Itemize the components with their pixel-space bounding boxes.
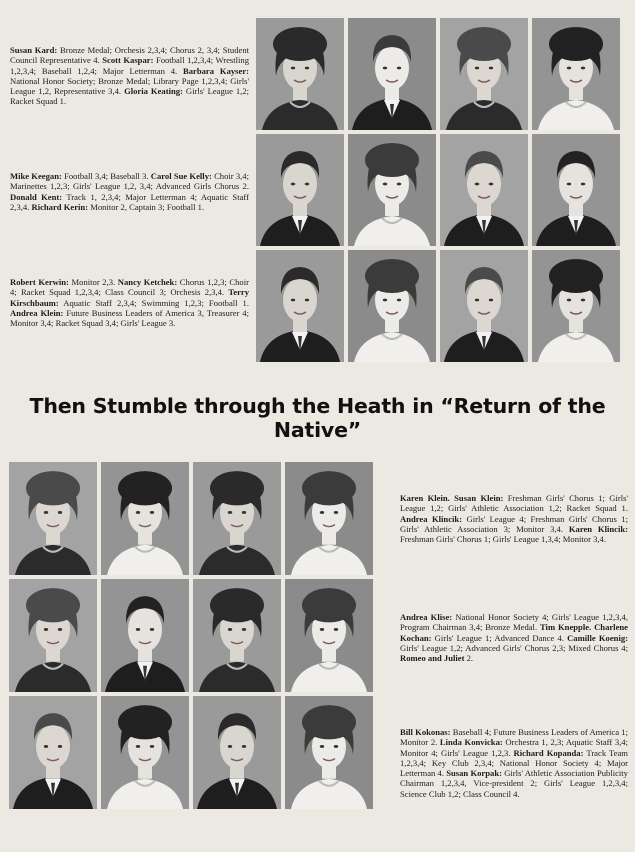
caption-block-bottom-3 — [400, 727, 628, 799]
student-name: Karen Klincik: — [568, 523, 629, 534]
caption-block-top-2 — [10, 171, 249, 212]
student-portrait — [348, 18, 436, 130]
student-portrait — [9, 696, 97, 809]
student-portrait — [101, 696, 189, 809]
student-activities: Girls' League 4; Freshman Girls' Chorus 1; Girls' Athletic Association 3; Monitor 3,4. — [400, 513, 628, 534]
student-name: Nancy Ketchek: — [117, 277, 178, 287]
student-portrait — [348, 134, 436, 246]
student-name: Andrea Klincik: — [400, 513, 463, 524]
student-name: Terry Kirschbaum: — [10, 287, 249, 308]
student-name: Susan Kard: — [10, 45, 58, 55]
caption-block-top-3 — [10, 277, 249, 328]
student-activities: Girls' League 1,2; Racket Squad 1. — [10, 86, 249, 107]
student-activities: Track 1, 2,3,4; Major Letterman 4; Aquatic Staff 2,3,4. — [10, 191, 249, 212]
caption-block-top-1 — [10, 45, 249, 107]
student-activities: Orchestra 1, 2,3; Aquatic Staff 3,4; Monitor 4; Girls' League 1,2,3. — [400, 737, 628, 758]
student-name: Robert Kerwin: — [10, 277, 69, 287]
student-activities: Monitor 2,3. — [68, 277, 118, 287]
student-activities: Football 3,4; Baseball 3. — [61, 171, 151, 181]
student-portrait — [256, 250, 344, 362]
bottom-photo-grid — [9, 462, 373, 809]
student-portrait — [440, 18, 528, 130]
student-activities: 2. — [464, 653, 474, 664]
student-activities: Baseball 4; Future Business Leaders of America 1; Monitor 2. — [400, 727, 628, 748]
student-activities: Future Business Leaders of America 3, Treasurer 4; Monitor 3,4; Racket Squad 3,4; Girls' League 3. — [10, 307, 249, 329]
student-activities: Football 1,2,3,4; Wrestling 1,2,3,4; Baseball 1,2,4; Major Letterman 4. — [10, 55, 249, 76]
student-name: Susan Klein: — [454, 493, 504, 503]
student-name: Richard Kerin: — [31, 201, 89, 212]
student-activities: Aquatic Staff 2,3,4; Swimming 1,2,3; Football 1. — [58, 297, 249, 308]
student-name: Tim Knepple. — [539, 622, 592, 633]
student-activities: Freshman Girls' Chorus 1; Girls' League 1,2; Girls' Athletic Association 1,2; Racket Squad 1. — [400, 493, 629, 514]
student-name: Susan Korpak: — [446, 768, 502, 779]
student-activities: Freshman Girls' Chorus 1; Girls' League 1,3,4; Monitor 3,4. — [400, 534, 606, 545]
student-name: Carol Sue Kelly: — [150, 171, 212, 181]
student-name: Andrea Klise: — [400, 612, 453, 622]
caption-block-bottom-2 — [400, 612, 628, 663]
student-portrait — [440, 134, 528, 246]
student-portrait — [532, 18, 620, 130]
student-portrait — [101, 462, 189, 575]
student-activities: Girls' League 1,2; Advanced Girls' Chorus 2,3; Mixed Chorus 4; — [400, 642, 628, 653]
student-portrait — [532, 134, 620, 246]
section-headline: Then Stumble through the Heath in “Return of the Native” — [29, 394, 606, 442]
student-activities: National Honor Society 4; Girls' League 1,2,3,4, Program Chairman 3,4; Bronze Medal. — [400, 612, 628, 633]
caption-block-bottom-1 — [400, 493, 628, 544]
student-portrait — [101, 579, 189, 692]
student-portrait — [440, 250, 528, 362]
student-name: Mike Keegan: — [10, 171, 62, 181]
student-activities: Girls' Athletic Association Publicity Chairman 1,2,3,4, Vice-president 2; Girls' League 1,2,3,4; Science Club 1,2; Class Council 4. — [400, 768, 628, 799]
student-portrait — [9, 579, 97, 692]
student-portrait — [9, 462, 97, 575]
student-name: Barbara Kayser: — [183, 65, 250, 76]
student-name: Scott Kaspar: — [102, 55, 154, 66]
student-name: Romeo and Juliet — [400, 653, 465, 664]
top-photo-grid — [256, 18, 620, 362]
student-name: Gloria Keating: — [124, 86, 183, 97]
student-portrait — [285, 696, 373, 809]
student-name: Bill Kokonas: — [400, 727, 451, 737]
student-portrait — [348, 250, 436, 362]
student-name: Andrea Klein: — [10, 307, 64, 318]
student-activities: Monitor 2, Captain 3; Football 1. — [88, 201, 205, 212]
student-portrait — [532, 250, 620, 362]
student-activities: Girls' League 1; Advanced Dance 4. — [431, 632, 568, 643]
student-portrait — [285, 579, 373, 692]
student-portrait — [193, 696, 281, 809]
student-activities: Chorus 1,2,3; Choir 4; Racket Squad 1,2,3,4; Class Council 3; Orchesis 2,3,4. — [10, 277, 249, 298]
student-activities: Bronze Medal; Orchesis 2,3,4; Chorus 2, 3,4; Student Council Representative 4. — [10, 45, 249, 66]
student-name: Richard Kopanda: — [513, 747, 584, 758]
student-activities: Track Team 1,2,3,4; Key Club 2,3,4; National Honor Society 4; Major Letterman 4. — [400, 747, 628, 779]
student-name: Donald Kent: — [10, 191, 63, 202]
student-portrait — [193, 579, 281, 692]
student-activities: Choir 3,4; Marinettes 1,2,3; Girls' League 1,2, 3,4; Advanced Girls Chorus 2. — [10, 171, 249, 192]
student-portrait — [193, 462, 281, 575]
student-name: Camille Koenig: — [567, 632, 628, 643]
student-portrait — [256, 134, 344, 246]
student-portrait — [285, 462, 373, 575]
student-name: Linda Konvicka: — [439, 737, 503, 748]
student-activities: National Honor Society; Bronze Medal; Library Page 1,2,3,4; Girls' League 1,2, Representative 3,4. — [10, 75, 249, 97]
student-name: Karen Klein. — [400, 493, 450, 503]
student-name: Charlene Kochan: — [400, 622, 628, 643]
student-portrait — [256, 18, 344, 130]
